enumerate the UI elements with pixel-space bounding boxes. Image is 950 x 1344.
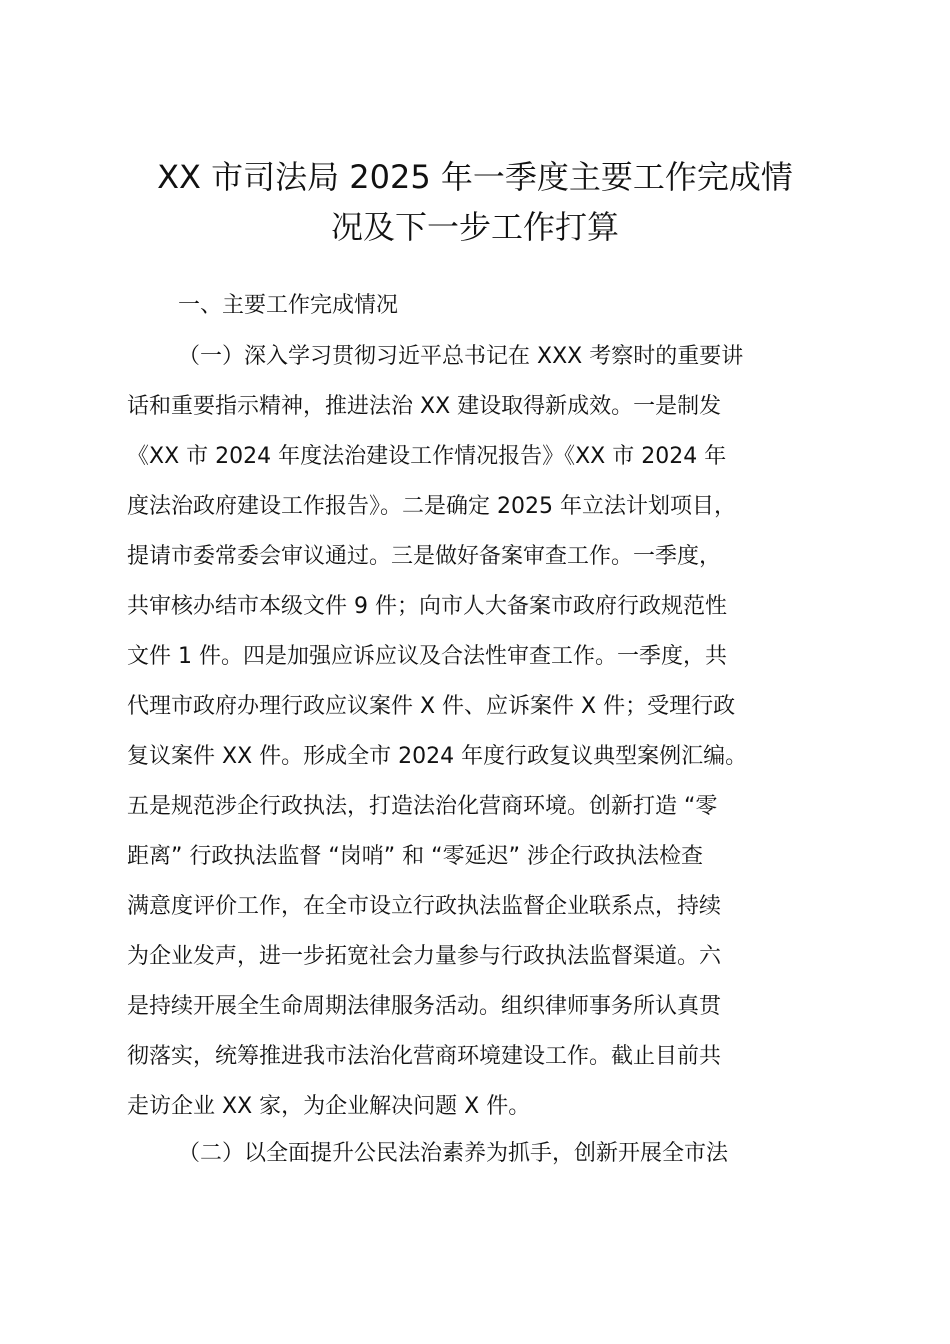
paragraph-line: （二）以全面提升公民法治素养为抓手，创新开展全市法	[178, 1141, 729, 1166]
paragraph-line: 共审核办结市本级文件 9 件；向市人大备案市政府行政规范性	[127, 594, 727, 619]
paragraph-line: 代理市政府办理行政应议案件 X 件、应诉案件 X 件；受理行政	[127, 694, 736, 719]
paragraph-line: 话和重要指示精神，推进法治 XX 建设取得新成效。一是制发	[127, 394, 722, 419]
paragraph-line: 为企业发声，进一步拓宽社会力量参与行政执法监督渠道。六	[127, 944, 722, 969]
document-title	[110, 152, 840, 252]
paragraph-line: 五是规范涉企行政执法，打造法治化营商环境。创新打造 “零	[127, 794, 718, 819]
paragraph-2	[127, 1129, 867, 1179]
title-line-1: XX 市司法局 2025 年一季度主要工作完成情	[157, 158, 793, 196]
paragraph-line: 是持续开展全生命周期法律服务活动。组织律师事务所认真贯	[127, 994, 722, 1019]
paragraph-1	[127, 332, 867, 1132]
paragraph-line: 满意度评价工作，在全市设立行政执法监督企业联系点，持续	[127, 894, 722, 919]
paragraph-line: 走访企业 XX 家，为企业解决问题 X 件。	[127, 1094, 531, 1119]
paragraph-line: 复议案件 XX 件。形成全市 2024 年度行政复议典型案例汇编。	[127, 744, 748, 769]
section-heading: 一、主要工作完成情况	[178, 293, 399, 318]
paragraph-line: 度法治政府建设工作报告》。二是确定 2025 年立法计划项目，	[127, 494, 736, 519]
title-line-2: 况及下一步工作打算	[330, 208, 619, 246]
paragraph-line: 距离” 行政执法监督 “岗哨” 和 “零延迟” 涉企行政执法检查	[127, 844, 703, 869]
paragraph-line: 文件 1 件。四是加强应诉应议及合法性审查工作。一季度，共	[127, 644, 727, 669]
paragraph-line: 《XX 市 2024 年度法治建设工作情况报告》《XX 市 2024 年	[127, 444, 727, 469]
paragraph-line: 提请市委常委会审议通过。三是做好备案审查工作。一季度，	[127, 544, 722, 569]
paragraph-line: （一）深入学习贯彻习近平总书记在 XXX 考察时的重要讲	[178, 344, 744, 369]
paragraph-line: 彻落实，统筹推进我市法治化营商环境建设工作。截止目前共	[127, 1044, 722, 1069]
